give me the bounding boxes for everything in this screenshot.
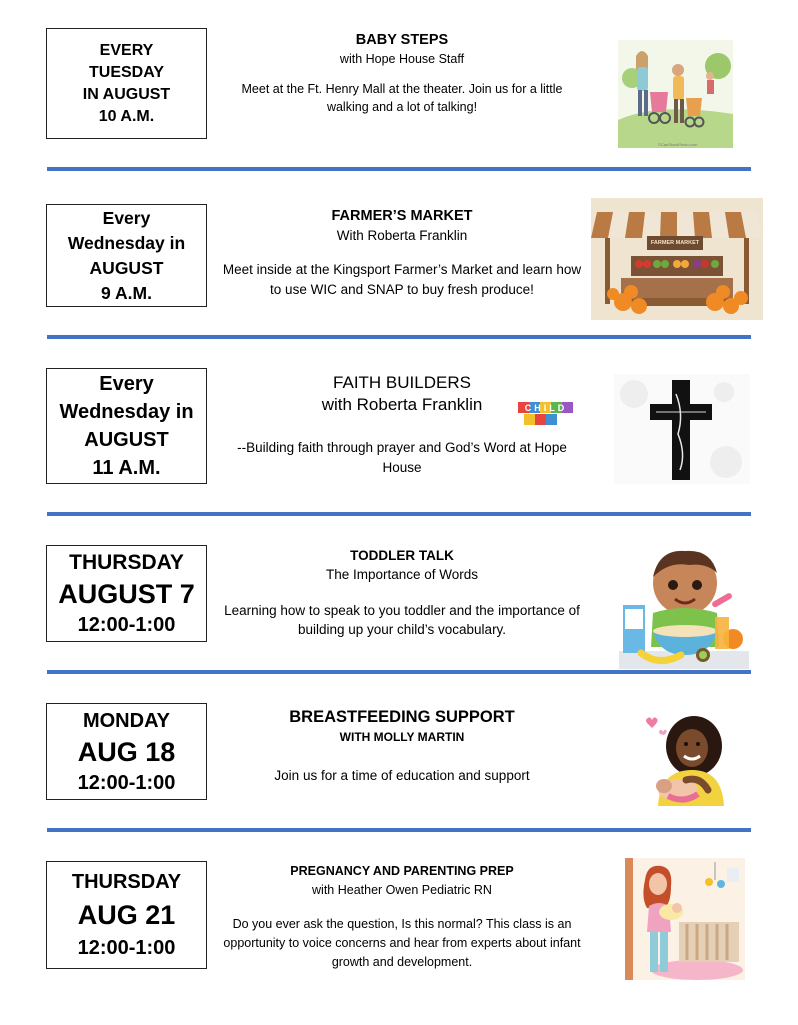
date-line: AUG 21	[77, 899, 176, 930]
event-info	[222, 546, 582, 639]
event-subtitle: The Importance of Words	[325, 567, 479, 582]
date-line: MONDAY	[82, 709, 171, 732]
event-date-box	[46, 861, 207, 969]
event-title: PREGNANCY AND PARENTING PREP	[290, 864, 514, 878]
event-title: FAITH BUILDERS	[333, 373, 471, 392]
event-date-box	[46, 368, 207, 484]
date-line: Wednesday in	[67, 232, 186, 253]
date-line: AUGUST 7	[58, 578, 195, 609]
section-separator	[47, 670, 751, 674]
event-description: Do you ever ask the question, Is this normal? This class is an opportunity to voice concerns and hear from experts about infant growth and development.	[223, 917, 581, 969]
event-title: TODDLER TALK	[350, 548, 454, 563]
date-line: 12:00-1:00	[77, 613, 176, 636]
date-line: Every	[99, 373, 154, 395]
date-line: THURSDAY	[69, 550, 184, 574]
mother-baby-nursery-image	[625, 858, 745, 980]
farmers-market-image	[591, 198, 763, 320]
date-line: 10 A.M.	[98, 107, 155, 125]
section-separator	[47, 335, 751, 339]
alphabet-blocks-image	[518, 402, 574, 426]
section-separator	[47, 828, 751, 832]
event-info	[222, 31, 582, 116]
date-line: AUGUST	[89, 257, 164, 278]
event-description: Meet at the Ft. Henry Mall at the theater. Join us for a little walking and a lot of talking!	[241, 82, 563, 114]
date-line: Every	[102, 207, 151, 228]
event-description: Join us for a time of education and support	[274, 768, 530, 783]
event-title: BABY STEPS	[355, 32, 449, 48]
event-title: FARMER’S MARKET	[331, 208, 473, 224]
date-line: THURSDAY	[71, 870, 182, 893]
date-line: 9 A.M.	[101, 282, 152, 303]
event-date-box	[46, 703, 207, 800]
event-subtitle: with Roberta Franklin	[321, 395, 483, 414]
event-subtitle: with Heather Owen Pediatric RN	[312, 883, 492, 897]
market-sign-text: FARMER MARKET	[650, 240, 700, 246]
event-subtitle: with Hope House Staff	[339, 52, 465, 66]
date-line: EVERY	[99, 41, 154, 59]
date-line: 12:00-1:00	[77, 771, 176, 794]
section-separator	[47, 512, 751, 516]
event-date-box	[46, 28, 207, 139]
event-subtitle: WITH MOLLY MARTIN	[339, 730, 465, 744]
event-description: Meet inside at the Kingsport Farmer’s Market and learn how to use WIC and SNAP to buy fresh produce!	[222, 262, 582, 297]
mother-nursing-image	[638, 712, 730, 806]
section-separator	[47, 167, 751, 171]
date-line: TUESDAY	[89, 63, 164, 81]
event-description: Learning how to speak to you toddler and the importance of building up your child’s vocabulary.	[224, 603, 580, 637]
date-line: 11 A.M.	[92, 457, 161, 479]
event-info	[222, 706, 582, 786]
date-line: IN AUGUST	[82, 85, 171, 103]
event-date-box	[46, 545, 207, 642]
event-info	[222, 206, 582, 300]
date-line: Wednesday in	[59, 401, 194, 423]
event-subtitle: With Roberta Franklin	[336, 228, 468, 243]
cross-image	[614, 374, 750, 484]
date-line: 12:00-1:00	[77, 936, 176, 959]
toddler-eating-image	[619, 543, 749, 669]
event-info	[222, 862, 582, 972]
event-title: BREASTFEEDING SUPPORT	[289, 708, 515, 726]
date-line: AUG 18	[77, 736, 176, 767]
family-walking-image	[618, 40, 733, 148]
date-line: AUGUST	[84, 429, 169, 451]
event-date-box	[46, 204, 207, 307]
event-description: --Building faith through prayer and God’s Word at Hope House	[237, 440, 567, 475]
blocks-text: CHILD	[524, 403, 568, 413]
image-credit: ©CanStockPhoto.com	[658, 142, 698, 147]
